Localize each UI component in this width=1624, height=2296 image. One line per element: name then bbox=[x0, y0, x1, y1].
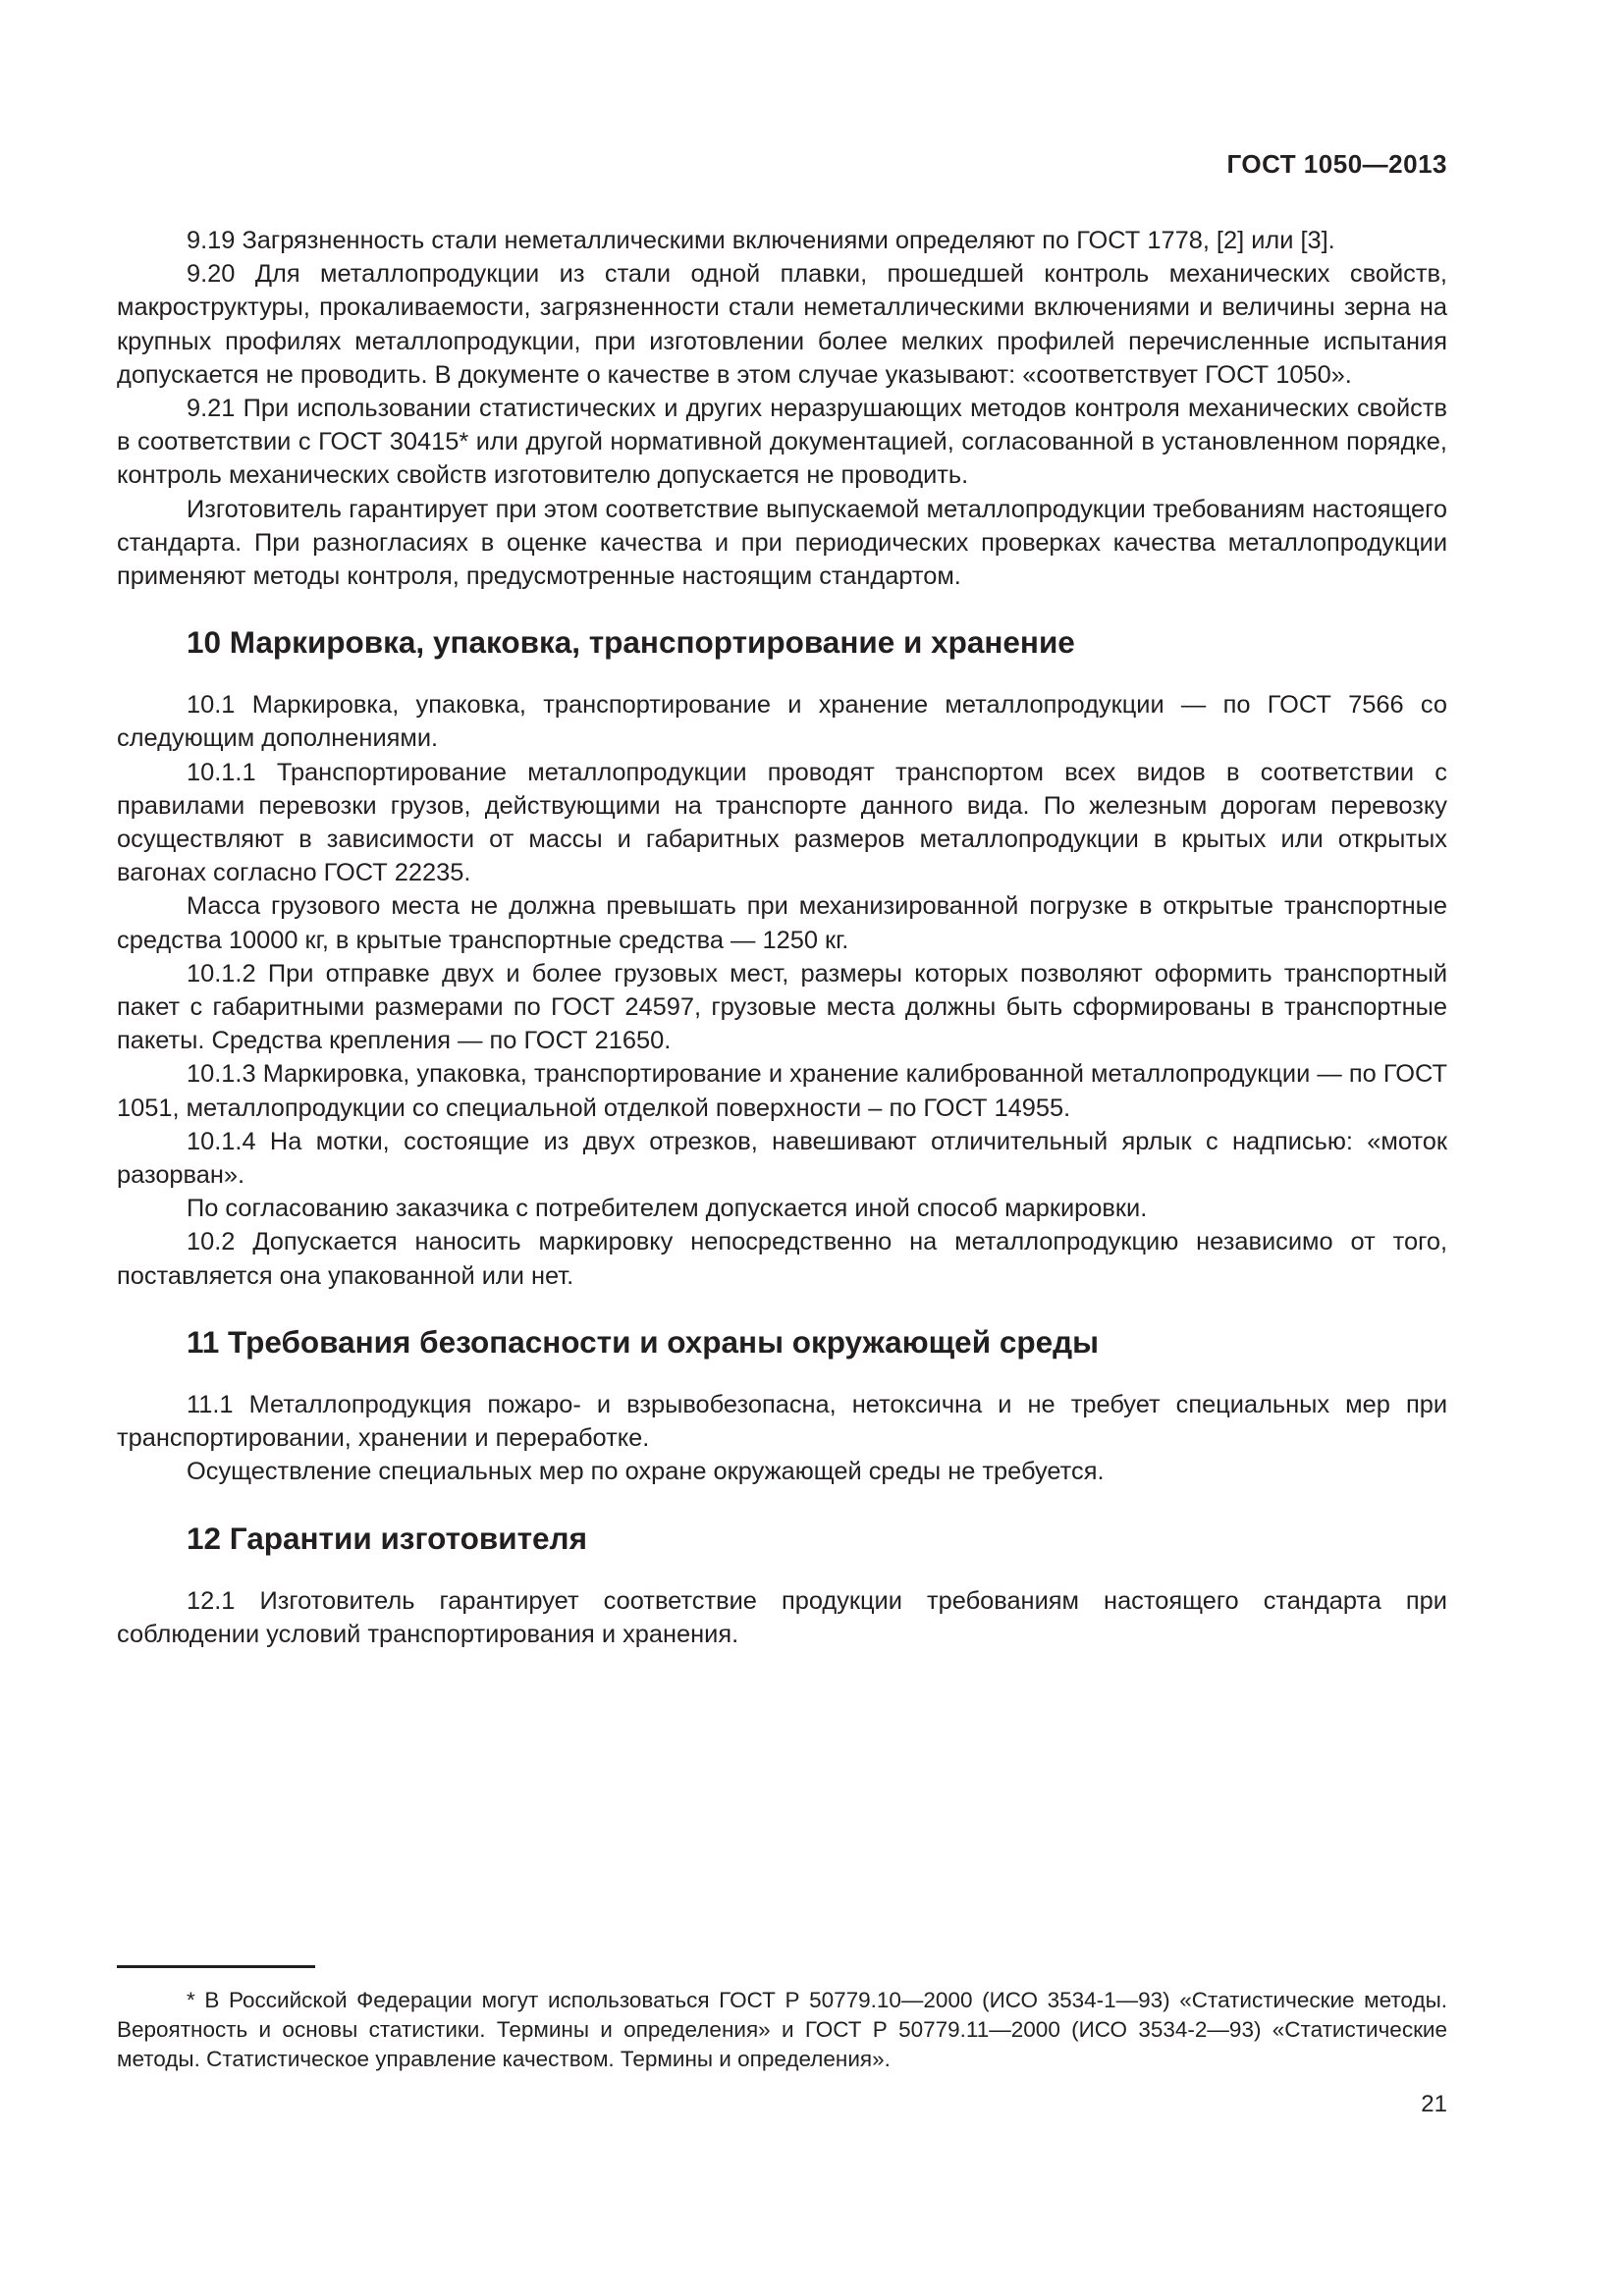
paragraph-10-1-3: 10.1.3 Маркировка, упаковка, транспортирование и хранение калиброванной металлопродукции — по ГОСТ 1051, металлопродукции со специальной отделкой поверхности – по ГОСТ 14955. bbox=[117, 1060, 1447, 1122]
paragraph-10-1-1: 10.1.1 Транспортирование металлопродукции проводят транспортом всех видов в соответствии с правилами перевозки грузов, действующими на транспорте данного вида. По железным дорогам перевозку осуществляют в зависимости от массы и габаритных размеров металлопродукции в крытых или открытых вагонах согласно ГОСТ 22235. bbox=[117, 758, 1447, 887]
paragraph-9-21: 9.21 При использовании статистических и других неразрушающих методов контроля механических свойств в соответствии с ГОСТ 30415* или другой нормативной документацией, согласованной в установленном порядке, контроль механических свойств изготовителю допускается не проводить. bbox=[117, 395, 1447, 490]
paragraph-12-1: 12.1 Изготовитель гарантирует соответствие продукции требованиям настоящего стандарта при соблюдении условий транспортирования и хранения. bbox=[117, 1586, 1447, 1648]
section-11-heading: 11 Требования безопасности и охраны окружающей среды bbox=[187, 1323, 1099, 1360]
paragraph-10-1: 10.1 Маркировка, упаковка, транспортирование и хранение металлопродукции — по ГОСТ 7566 со следующим дополнениями. bbox=[117, 691, 1447, 753]
paragraph-10-2: 10.2 Допускается наносить маркировку непосредственно на металлопродукцию независимо от того, поставляется она упакованной или нет. bbox=[117, 1228, 1447, 1290]
paragraph-environment: Осуществление специальных мер по охране окружающей среды не требуется. bbox=[187, 1458, 1105, 1486]
paragraph-9-20: 9.20 Для металлопродукции из стали одной плавки, прошедшей контроль механических свойств, макроструктуры, прокаливаемости, загрязненности стали неметаллическими включениями и величины зерна на крупных профилях металлопродукции, при изготовлении более мелких профилей перечисленные испытания допускается не проводить. В документе о качестве в этом случае указывают: «соответствует ГОСТ 1050». bbox=[117, 260, 1447, 389]
footnotes bbox=[117, 1986, 1447, 2074]
section-10-heading: 10 Маркировка, упаковка, транспортирование и хранение bbox=[187, 624, 1075, 661]
paragraph-manufacturer-guarantee: Изготовитель гарантирует при этом соответствие выпускаемой металлопродукции требованиям настоящего стандарта. При разногласиях в оценке качества и при периодических проверках качества металлопродукции применяют методы контроля, предусмотренные настоящим стандартом. bbox=[117, 495, 1447, 591]
document-code-header: ГОСТ 1050—2013 bbox=[1226, 149, 1447, 179]
footnote-gost-statistics: * В Российской Федерации могут использоваться ГОСТ Р 50779.10—2000 (ИСО 3534-1—93) «Статистические методы. Вероятность и основы статистики. Термины и определения» и ГОСТ Р 50779.11—2000 (ИСО 3534-2—93) «Статистические методы. Статистическое управление качеством. Термины и определения». bbox=[117, 1988, 1447, 2071]
section-12-heading: 12 Гарантии изготовителя bbox=[187, 1520, 587, 1556]
document-body bbox=[117, 224, 1447, 1651]
footnote-divider bbox=[117, 1965, 315, 1968]
paragraph-10-1-4: 10.1.4 На мотки, состоящие из двух отрезков, навешивают отличительный ярлык с надписью: «моток разорван». bbox=[117, 1127, 1447, 1190]
paragraph-marking-agreement: По согласованию заказчика с потребителем допускается иной способ маркировки. bbox=[187, 1195, 1148, 1223]
paragraph-cargo-mass: Масса грузового места не должна превышать при механизированной погрузке в открытые транспортные средства 10000 кг, в крытые транспортные средства — 1250 кг. bbox=[117, 892, 1447, 954]
page-number: 21 bbox=[1421, 2091, 1447, 2117]
paragraph-10-1-2: 10.1.2 При отправке двух и более грузовых мест, размеры которых позволяют оформить транспортный пакет с габаритными размерами по ГОСТ 24597, грузовые места должны быть сформированы в транспортные пакеты. Средства крепления — по ГОСТ 21650. bbox=[117, 959, 1447, 1055]
paragraph-11-1: 11.1 Металлопродукция пожаро- и взрывобезопасна, нетоксична и не требует специальных мер при транспортировании, хранении и переработке. bbox=[117, 1390, 1447, 1453]
paragraph-9-19: 9.19 Загрязненность стали неметаллическими включениями определяют по ГОСТ 1778, [2] или [3]. bbox=[187, 227, 1335, 254]
